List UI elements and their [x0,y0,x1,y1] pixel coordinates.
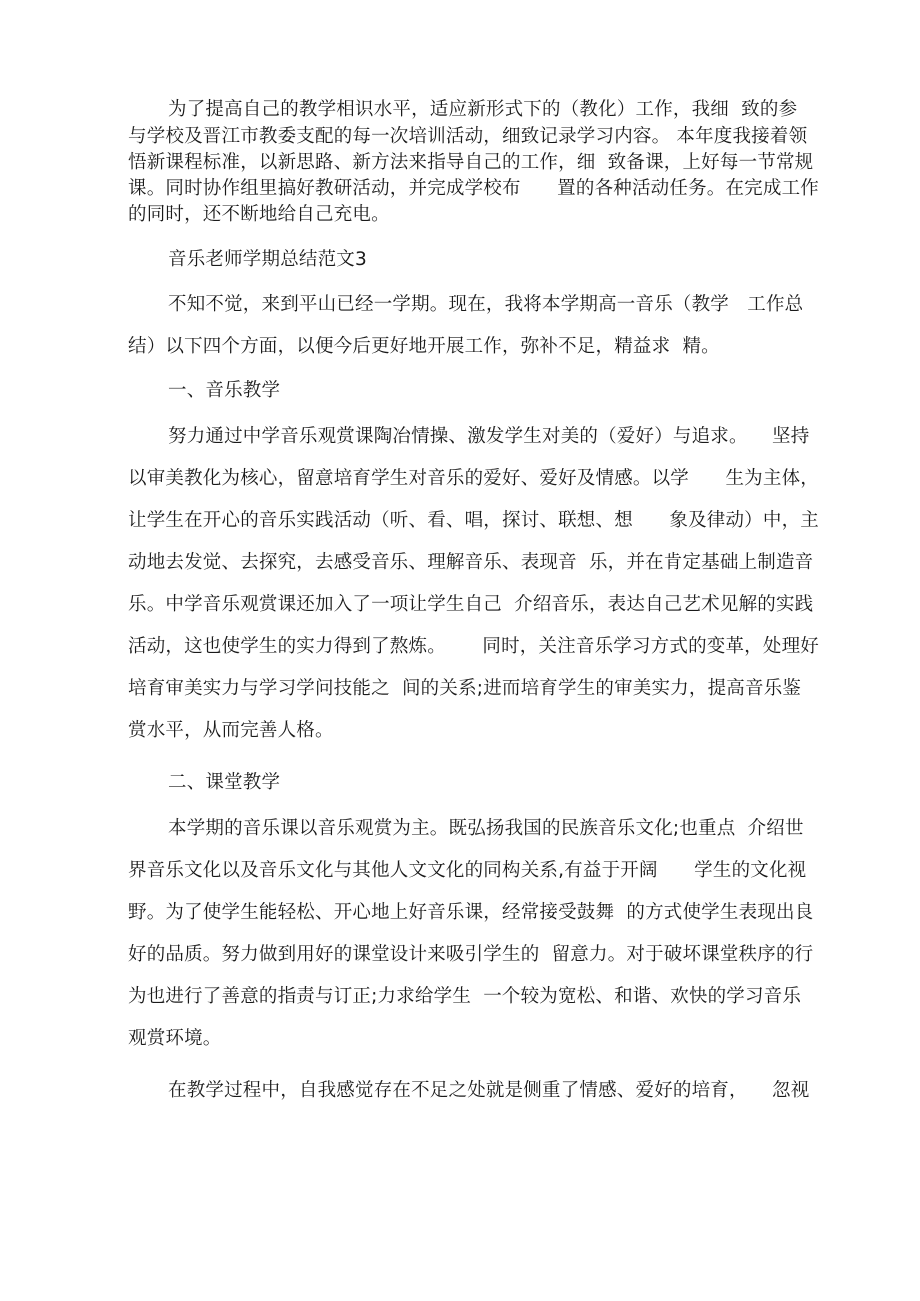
paragraph-4-line: 界音乐文化以及音乐文化与其他人文文化的同构关系,有益于开阔 学生的文化视 [128,860,807,881]
paragraph-3-line: 动地去发觉、去探究，去感受音乐、理解音乐、表现音 乐，并在肯定基础上制造音 [128,552,814,573]
paragraph-4-line: 观赏环境。 [128,1028,222,1049]
paragraph-3-line: 以审美教化为核心，留意培育学生对音乐的爱好、爱好及情感。以学 生为主体， [128,468,819,489]
paragraph-1-line: 的同时，还不断地给自己充电。 [128,204,390,225]
paragraph-2-line: 不知不觉，来到平山已经一学期。现在，我将本学期高一音乐（教学 工作总 [168,294,804,315]
paragraph-4-line: 好的品质。努力做到用好的课堂设计来吸引学生的 留意力。对于破坏课堂秩序的行 [128,944,814,965]
paragraph-4-line: 本学期的音乐课以音乐观赏为主。既弘扬我国的民族音乐文化;也重点 介绍世 [168,818,804,839]
paragraph-1-line: 课。同时协作组里搞好教研活动，并完成学校布 置的各种活动任务。在完成工作 [128,178,819,199]
paragraph-1-line: 悟新课程标准，以新思路、新方法来指导自己的工作，细 致备课，上好每一节常规 [128,152,814,173]
heading-music-teaching: 一、音乐教学 [168,380,281,401]
paragraph-3-line: 让学生在开心的音乐实践活动（听、看、唱，探讨、联想、想 象及律动）中，主 [128,510,819,531]
paragraph-4-line: 为也进行了善意的指责与订正;力求给学生 一个较为宽松、和谐、欢快的学习音乐 [128,986,802,1007]
paragraph-3-line: 活动，这也使学生的实力得到了熬炼。 同时，关注音乐学习方式的变革，处理好 [128,636,819,657]
paragraph-3-line: 培育审美实力与学习学问技能之 间的关系;进而培育学生的审美实力，提高音乐鉴 [128,678,802,699]
paragraph-3-line: 努力通过中学音乐观赏课陶冶情操、激发学生对美的（爱好）与追求。 坚持 [168,426,810,447]
section-title: 音乐老师学期总结范文3 [168,249,367,270]
paragraph-3-line: 赏水平，从而完善人格。 [128,720,334,741]
paragraph-5-line: 在教学过程中，自我感觉存在不足之处就是侧重了情感、爱好的培育， 忽视 [168,1080,810,1101]
paragraph-3-line: 乐。中学音乐观赏课还加入了一项让学生自己 介绍音乐，表达自己艺术见解的实践 [128,594,814,615]
paragraph-4-line: 野。为了使学生能轻松、开心地上好音乐课，经常接受鼓舞 的方式使学生表现出良 [128,902,814,923]
paragraph-2-line: 结）以下四个方面，以便今后更好地开展工作，弥补不足，精益求 精。 [128,336,720,357]
paragraph-1-line: 与学校及晋江市教委支配的每一次培训活动，细致记录学习内容。 本年度我接着领 [128,126,808,147]
heading-classroom-teaching: 二、课堂教学 [168,772,281,793]
paragraph-1-line: 为了提高自己的教学相识水平，适应新形式下的（教化）工作，我细 致的参 [168,99,798,120]
